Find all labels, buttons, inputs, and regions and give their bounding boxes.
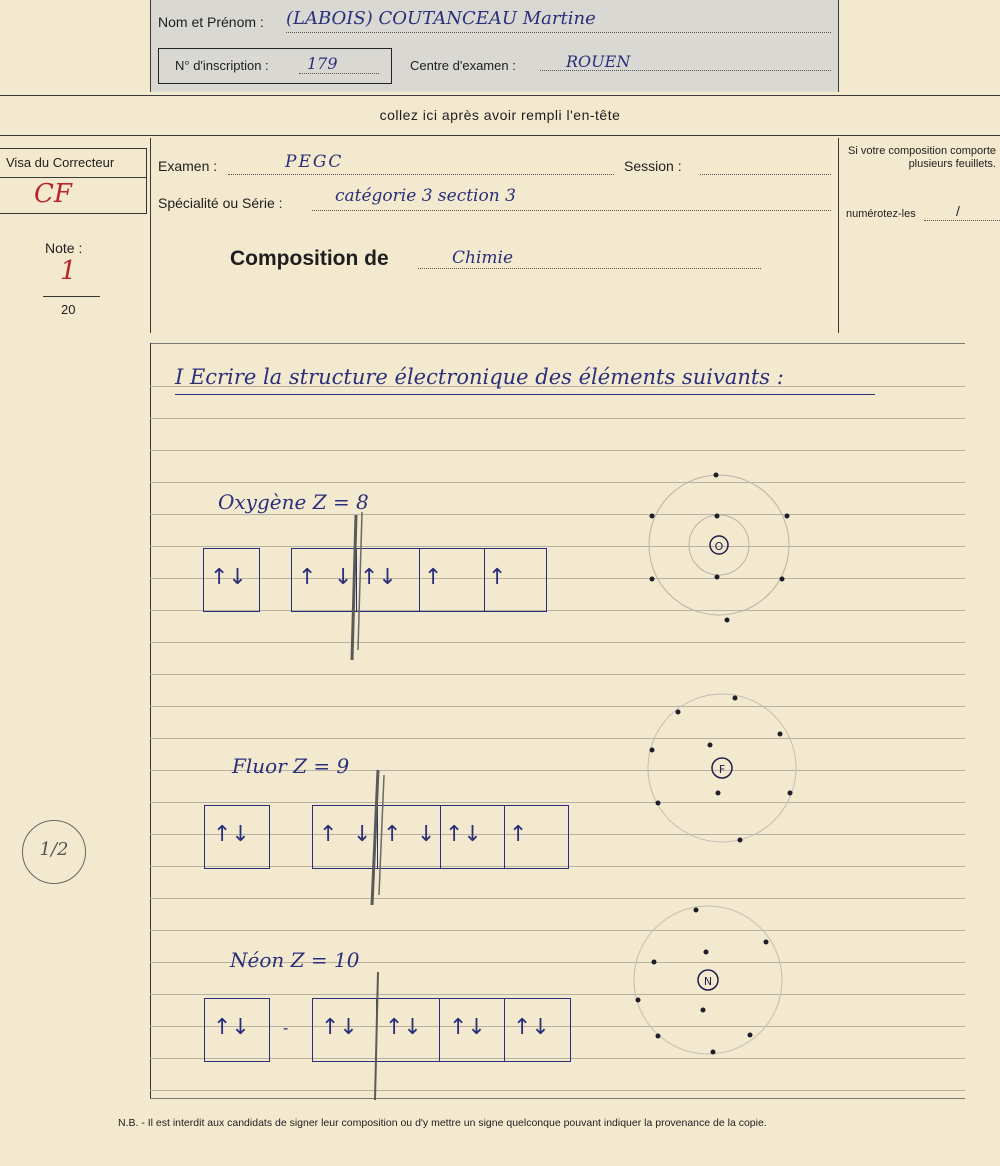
spin-up-arrow: ↑ [298,565,317,590]
spin-up-arrow: ↑ [319,822,338,847]
centre-value: ROUEN [566,52,631,71]
neon-label: Néon Z = 10 [230,948,360,972]
inscription-value: 179 [307,54,338,73]
spin-up-down-arrows: ↑↓ [210,565,247,590]
numerotez-label: numérotez-les [846,208,916,220]
question-text: I Ecrire la structure électronique des éléments suivants : [175,360,875,395]
note-label: Note : [45,240,83,256]
spin-up-arrow: ↑ [383,822,402,847]
spin-up-down-arrows: ↑↓ [321,1015,358,1040]
oxygen-nucleus-symbol: O [714,540,724,553]
spin-up-arrow: ↑ [424,565,443,590]
neon-nucleus-symbol: N [703,975,713,988]
visa-label: Visa du Correcteur [6,155,115,170]
session-label: Session : [624,158,682,174]
composition-value: Chimie [452,248,514,268]
numerotez-separator: / [956,203,960,219]
visa-signature: CF [34,179,72,209]
name-label: Nom et Prénom : [158,14,264,30]
spin-down-arrow: ↓ [417,822,436,847]
paste-instruction: collez ici après avoir rempli l'en-tête [379,107,621,123]
name-value: (LABOIS) COUTANCEAU Martine [286,8,596,29]
right-note-text: Si votre composition comporte plusieurs feuillets. [848,145,996,170]
spin-up-arrow: ↑ [509,822,528,847]
spin-up-down-arrows: ↑↓ [360,565,397,590]
specialite-label: Spécialité ou Série : [158,195,283,211]
spin-up-down-arrows: ↑↓ [445,822,482,847]
spin-up-arrow: ↑ [488,565,507,590]
fluor-nucleus-symbol: F [718,763,726,776]
oxygen-label: Oxygène Z = 8 [218,490,369,514]
spin-up-down-arrows: ↑↓ [213,1015,250,1040]
footer-note: N.B. - Il est interdit aux candidats de signer leur composition ou d'y mettre un signe quelconque pouvant indiquer la provenance de la copie. [118,1117,767,1129]
spin-up-down-arrows: ↑↓ [385,1015,422,1040]
spin-down-arrow: ↓ [334,565,353,590]
page-marker-text: 1/2 [39,839,69,860]
spin-up-down-arrows: ↑↓ [513,1015,550,1040]
inscription-label: N° d'inscription : [175,58,269,73]
examen-value: PEGC [285,152,344,172]
note-max: 20 [61,302,76,317]
composition-label: Composition de [230,247,389,270]
note-value: 1 [60,256,77,286]
spin-up-down-arrows: ↑↓ [213,822,250,847]
centre-label: Centre d'examen : [410,58,516,73]
spin-up-down-arrows: ↑↓ [449,1015,486,1040]
fluor-label: Fluor Z = 9 [232,754,350,778]
spin-down-arrow: ↓ [353,822,372,847]
examen-label: Examen : [158,158,218,174]
specialite-value: catégorie 3 section 3 [335,186,516,206]
separator-dash: - [283,1020,289,1037]
